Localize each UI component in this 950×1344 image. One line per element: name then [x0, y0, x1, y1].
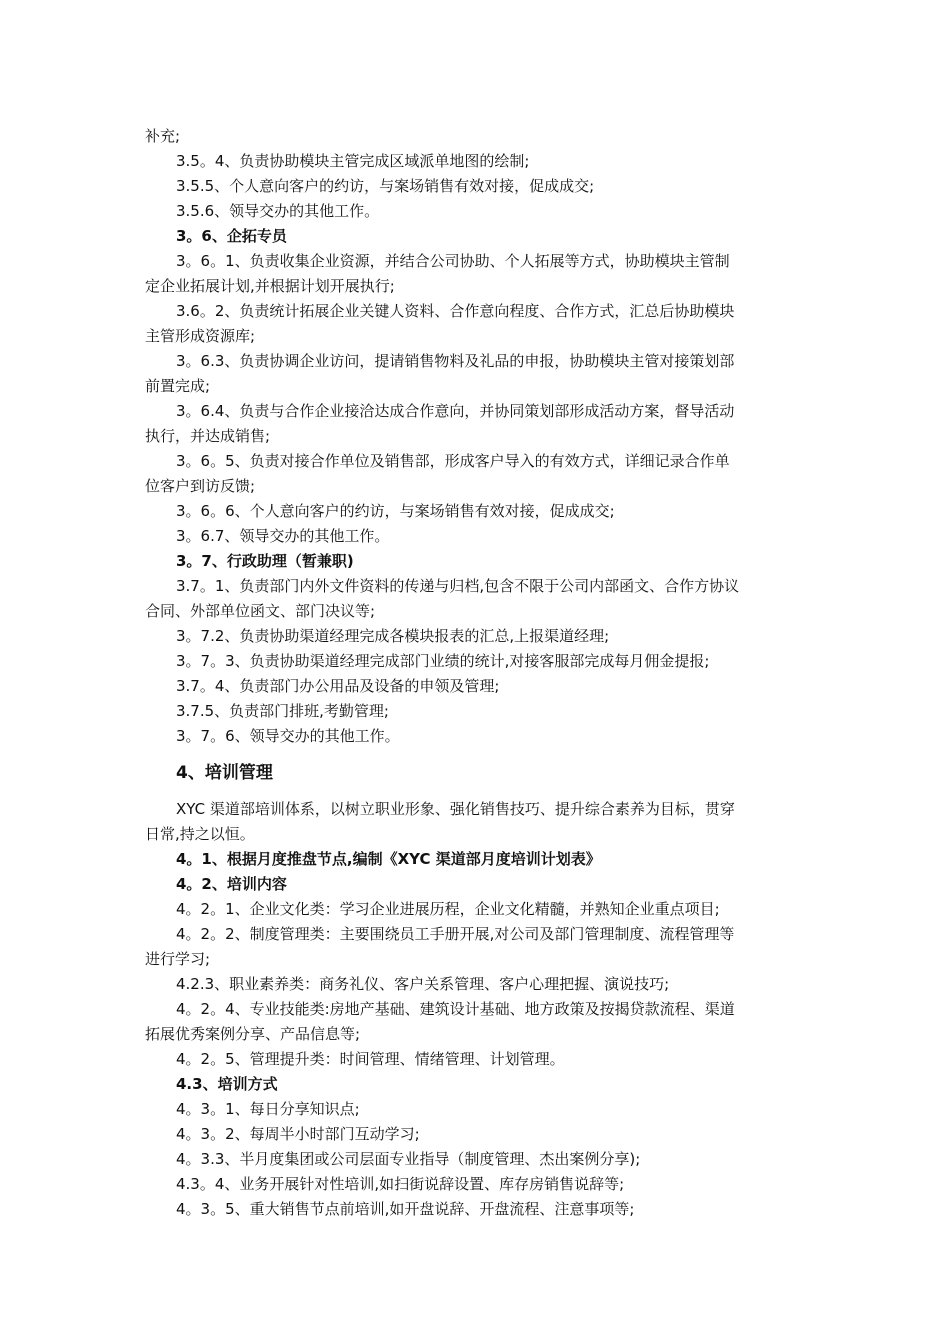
text-line: 4。2。2、制度管理类：主要围绕员工手册开展,对公司及部门管理制度、流程管理等 — [176, 925, 735, 943]
text-line: 4。3。2、每周半小时部门互动学习; — [176, 1125, 420, 1143]
text-line: 3。6。5、负责对接合作单位及销售部，形成客户导入的有效方式，详细记录合作单 — [176, 452, 730, 470]
section-heading-4-1: 4。1、根据月度推盘节点,编制《XYC 渠道部月度培训计划表》 — [176, 850, 601, 868]
text-line: 3。6.7、领导交办的其他工作。 — [176, 527, 390, 545]
text-line: 3。6。1、负责收集企业资源，并结合公司协助、个人拓展等方式，协助模块主管制 — [176, 252, 730, 270]
text-line: 进行学习; — [145, 950, 211, 968]
text-line: 3.5.6、领导交办的其他工作。 — [176, 202, 380, 220]
section-heading-3-6: 3。6、企拓专员 — [176, 227, 287, 245]
text-line: 3。6。6、个人意向客户的约访，与案场销售有效对接，促成成交; — [176, 502, 615, 520]
text-line: 3。6.4、负责与合作企业接洽达成合作意向，并协同策划部形成活动方案，督导活动 — [176, 402, 735, 420]
text-line: 前置完成; — [145, 377, 211, 395]
section-heading-4-2: 4。2、培训内容 — [176, 875, 287, 893]
text-line: 3。6.3、负责协调企业访问，提请销售物料及礼品的申报，协助模块主管对接策划部 — [176, 352, 735, 370]
text-line: 补充; — [145, 127, 181, 145]
text-line: 4。2。4、专业技能类:房地产基础、建筑设计基础、地方政策及按揭贷款流程、渠道 — [176, 1000, 735, 1018]
text-line: 3.7。1、负责部门内外文件资料的传递与归档,包含不限于公司内部函文、合作方协议 — [176, 577, 740, 595]
text-line: 4。3。5、重大销售节点前培训,如开盘说辞、开盘流程、注意事项等; — [176, 1200, 635, 1218]
text-line: XYC 渠道部培训体系，以树立职业形象、强化销售技巧、提升综合素养为目标，贯穿 — [176, 800, 735, 818]
text-line: 定企业拓展计划,并根据计划开展执行; — [145, 277, 395, 295]
text-line: 4。3.3、半月度集团或公司层面专业指导（制度管理、杰出案例分享); — [176, 1150, 641, 1168]
text-line: 拓展优秀案例分享、产品信息等; — [145, 1025, 361, 1043]
text-line: 4。2。1、企业文化类：学习企业进展历程，企业文化精髓，并熟知企业重点项目; — [176, 900, 720, 918]
text-line: 4。2。5、管理提升类：时间管理、情绪管理、计划管理。 — [176, 1050, 565, 1068]
text-line: 3.5.5、个人意向客户的约访，与案场销售有效对接，促成成交; — [176, 177, 595, 195]
text-line: 日常,持之以恒。 — [145, 825, 255, 843]
text-line: 执行，并达成销售; — [145, 427, 271, 445]
text-line: 合同、外部单位函文、部门决议等; — [145, 602, 376, 620]
text-line: 主管形成资源库; — [145, 327, 256, 345]
chapter-heading-4: 4、培训管理 — [176, 763, 273, 783]
text-line: 3。7。6、领导交办的其他工作。 — [176, 727, 400, 745]
text-line: 3.7。4、负责部门办公用品及设备的申领及管理; — [176, 677, 500, 695]
text-line: 3。7。3、负责协助渠道经理完成部门业绩的统计,对接客服部完成每月佣金提报; — [176, 652, 710, 670]
text-line: 3.5。4、负责协助模块主管完成区域派单地图的绘制; — [176, 152, 530, 170]
text-line: 3。7.2、负责协助渠道经理完成各模块报表的汇总,上报渠道经理; — [176, 627, 610, 645]
section-heading-4-3: 4.3、培训方式 — [176, 1075, 278, 1093]
text-line: 3.7.5、负责部门排班,考勤管理; — [176, 702, 389, 720]
text-line: 4.2.3、职业素养类：商务礼仪、客户关系管理、客户心理把握、演说技巧; — [176, 975, 670, 993]
text-line: 位客户到访反馈; — [145, 477, 256, 495]
text-line: 4。3。1、每日分享知识点; — [176, 1100, 360, 1118]
text-line: 3.6。2、负责统计拓展企业关键人资料、合作意向程度、合作方式，汇总后协助模块 — [176, 302, 735, 320]
section-heading-3-7: 3。7、行政助理（暂兼职) — [176, 552, 354, 570]
text-line: 4.3。4、业务开展针对性培训,如扫街说辞设置、库存房销售说辞等; — [176, 1175, 625, 1193]
